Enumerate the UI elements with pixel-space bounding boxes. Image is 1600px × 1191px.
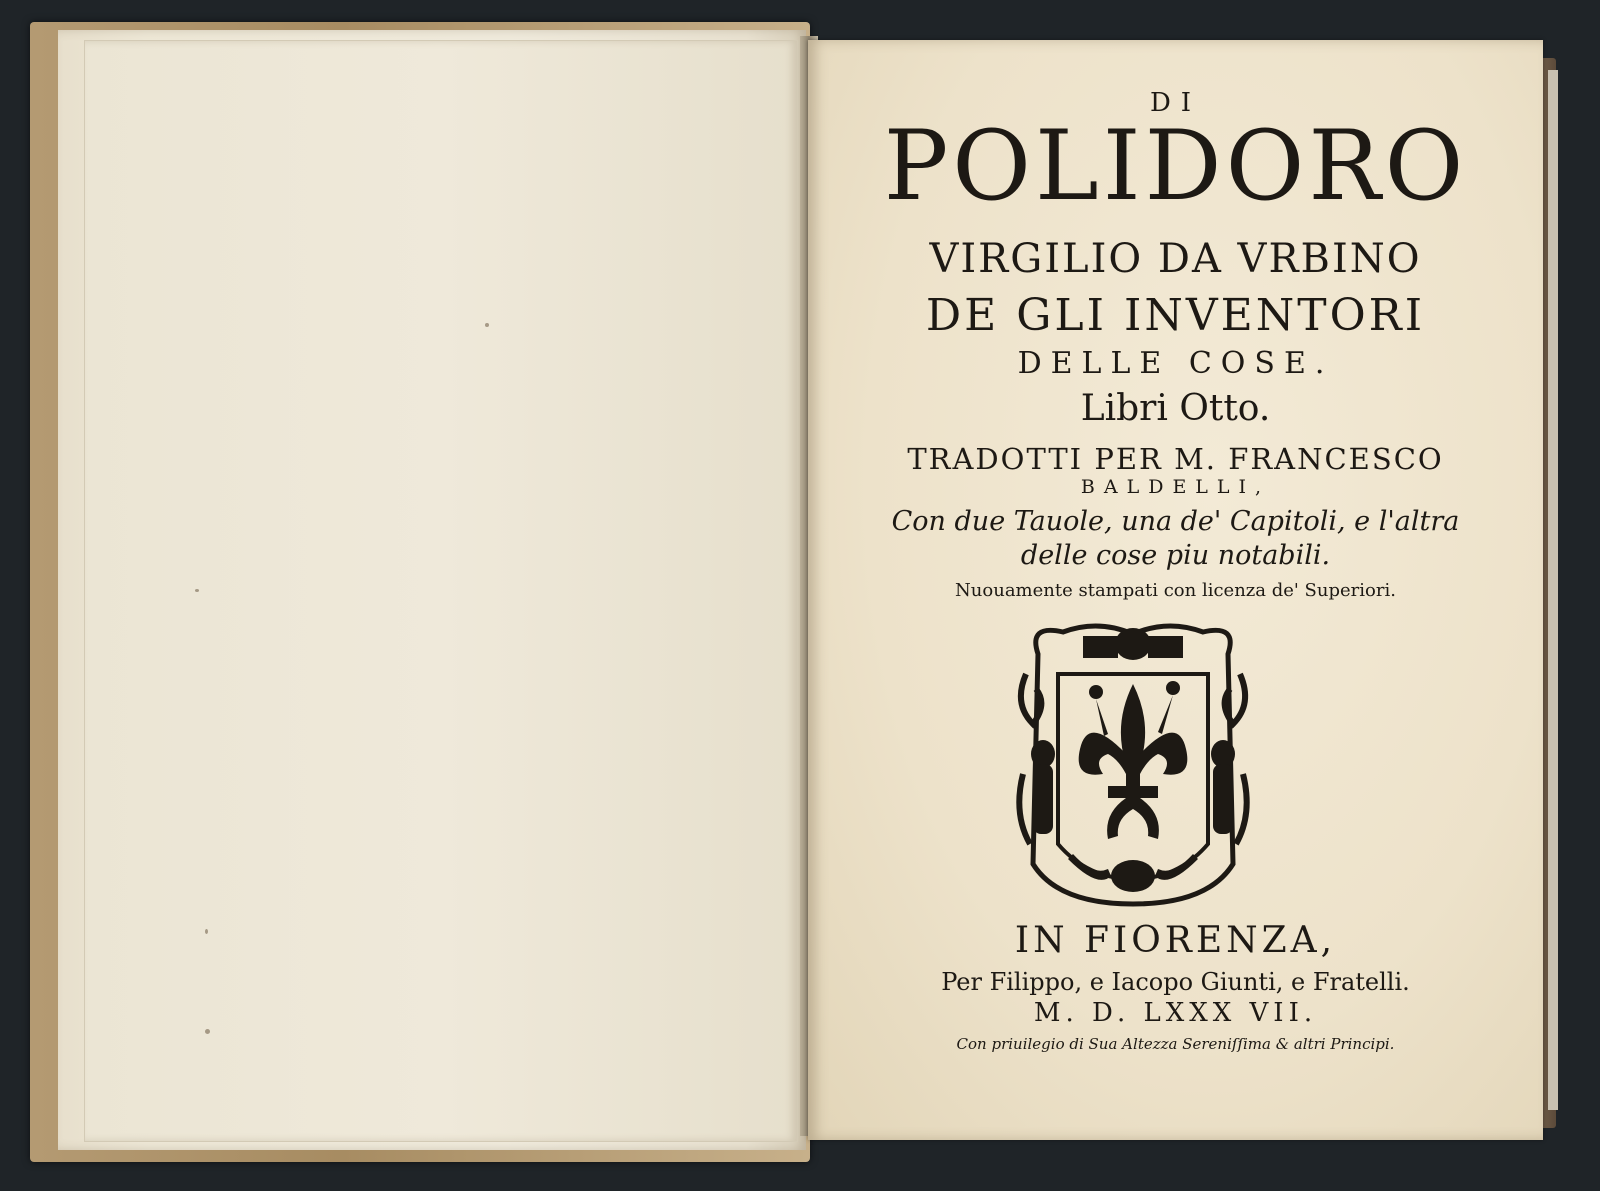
place-of-publication: IN FIORENZA,	[1014, 920, 1337, 961]
page-edges-right	[1548, 70, 1558, 1110]
tables-line-1: Con due Tauole, una de' Capitoli, e l'altra	[891, 506, 1460, 537]
author-name: POLIDORO	[883, 110, 1468, 222]
tables-line-2: delle cose piu notabili.	[1020, 540, 1331, 571]
title-di: DI	[1149, 88, 1202, 118]
left-blank-page	[84, 40, 798, 1142]
fleur-de-lis-printers-device-icon	[1008, 614, 1258, 914]
publication-year: M. D. LXXX VII.	[1033, 998, 1318, 1028]
license-line: Nuouamente stampati con licenza de' Superiori.	[955, 580, 1396, 601]
paper-speck	[195, 589, 199, 592]
title-text-block	[808, 40, 1543, 1140]
title-page	[808, 40, 1543, 1140]
translator-line: TRADOTTI PER M. FRANCESCO	[907, 442, 1444, 476]
translator-surname: BALDELLI,	[1080, 476, 1271, 498]
paper-speck	[485, 323, 489, 327]
privilege-line: Con priuilegio di Sua Altezza Sereniſſima & altri Principi.	[956, 1035, 1395, 1053]
work-title-line-1: DE GLI INVENTORI	[925, 290, 1426, 341]
printer-line: Per Filippo, e Iacopo Giunti, e Fratelli.	[941, 968, 1410, 996]
paper-speck	[205, 929, 208, 934]
paper-speck	[205, 1029, 210, 1034]
work-title-line-2: DELLE COSE.	[1017, 346, 1334, 381]
books-count: Libri Otto.	[1080, 388, 1271, 429]
author-origin: VIRGILIO DA VRBINO	[929, 236, 1422, 282]
